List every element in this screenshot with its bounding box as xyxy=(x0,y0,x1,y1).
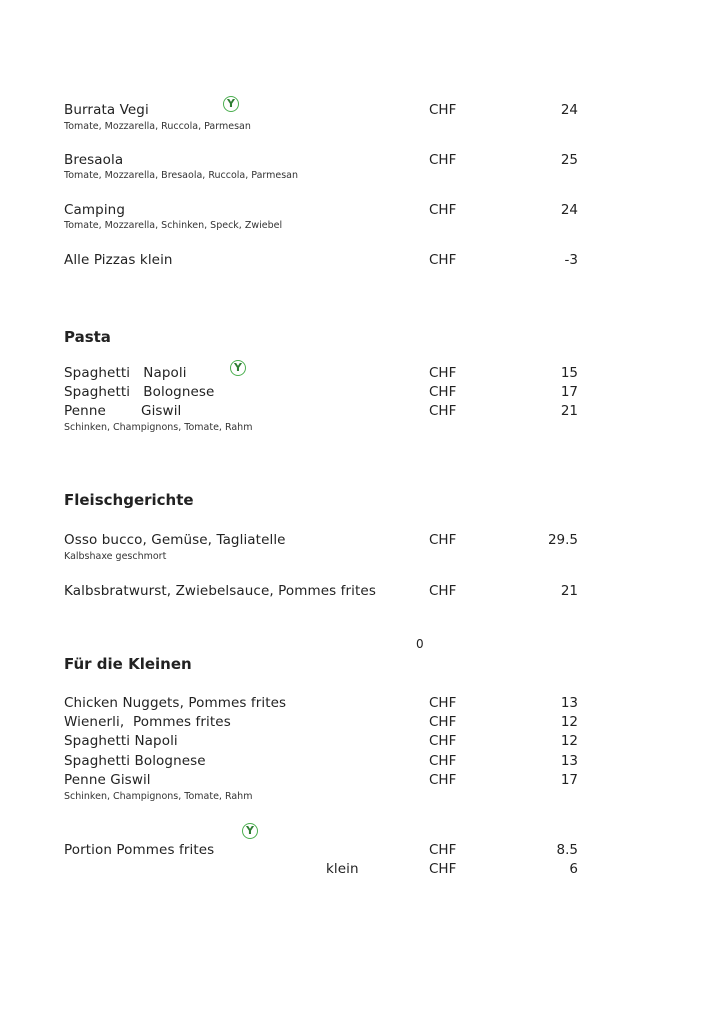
vegetarian-leaf-icon: Y xyxy=(242,823,258,839)
item-description: Tomate, Mozzarella, Bresaola, Ruccola, Parmesan xyxy=(64,170,299,181)
currency: CHF xyxy=(429,583,457,599)
price: 24 xyxy=(560,202,578,218)
vegetarian-leaf-icon: Y xyxy=(230,360,246,376)
currency: CHF xyxy=(429,202,457,218)
currency: CHF xyxy=(429,772,457,788)
currency: CHF xyxy=(429,714,457,730)
item-name: Portion Pommes frites xyxy=(64,842,215,858)
item-description: Tomate, Mozzarella, Ruccola, Parmesan xyxy=(64,121,251,132)
section-heading: Fleischgerichte xyxy=(64,491,194,509)
section-heading: Pasta xyxy=(64,328,111,346)
currency: CHF xyxy=(429,152,457,168)
price: 12 xyxy=(560,733,578,749)
price: 12 xyxy=(560,714,578,730)
item-description: Schinken, Champignons, Tomate, Rahm xyxy=(64,791,253,802)
currency: CHF xyxy=(429,403,457,419)
price: -3 xyxy=(564,252,578,268)
vegetarian-leaf-icon: Y xyxy=(223,96,239,112)
item-name: Spaghetti Napoli xyxy=(64,733,178,749)
item-name: Spaghetti Napoli xyxy=(64,365,187,381)
item-name: Camping xyxy=(64,202,125,218)
price: 25 xyxy=(560,152,578,168)
item-size-label: klein xyxy=(326,861,359,877)
price: 17 xyxy=(560,772,578,788)
price: 15 xyxy=(560,365,578,381)
item-description: Tomate, Mozzarella, Schinken, Speck, Zwiebel xyxy=(64,220,283,231)
currency: CHF xyxy=(429,384,457,400)
item-name: Wienerli, Pommes frites xyxy=(64,714,231,730)
price: 17 xyxy=(560,384,578,400)
stray-mark: 0 xyxy=(416,637,424,651)
item-description: Schinken, Champignons, Tomate, Rahm xyxy=(64,422,253,433)
price: 13 xyxy=(560,753,578,769)
currency: CHF xyxy=(429,695,457,711)
currency: CHF xyxy=(429,842,457,858)
section-heading: Für die Kleinen xyxy=(64,655,192,673)
item-name: Spaghetti Bolognese xyxy=(64,753,206,769)
price: 8.5 xyxy=(556,842,578,858)
item-name: Penne Giswil xyxy=(64,403,182,419)
item-name: Kalbsbratwurst, Zwiebelsauce, Pommes frites xyxy=(64,583,376,599)
item-name: Osso bucco, Gemüse, Tagliatelle xyxy=(64,532,286,548)
currency: CHF xyxy=(429,733,457,749)
price: 6 xyxy=(569,861,578,877)
currency: CHF xyxy=(429,252,457,268)
price: 21 xyxy=(560,583,578,599)
price: 21 xyxy=(560,403,578,419)
item-description: Kalbshaxe geschmort xyxy=(64,551,167,562)
currency: CHF xyxy=(429,532,457,548)
price: 13 xyxy=(560,695,578,711)
item-name: Alle Pizzas klein xyxy=(64,252,173,268)
item-name: Penne Giswil xyxy=(64,772,151,788)
item-name: Chicken Nuggets, Pommes frites xyxy=(64,695,287,711)
item-name: Spaghetti Bolognese xyxy=(64,384,215,400)
currency: CHF xyxy=(429,365,457,381)
item-name: Bresaola xyxy=(64,152,124,168)
currency: CHF xyxy=(429,102,457,118)
item-name: Burrata Vegi xyxy=(64,102,149,118)
price: 24 xyxy=(560,102,578,118)
price: 29.5 xyxy=(547,532,578,548)
currency: CHF xyxy=(429,861,457,877)
currency: CHF xyxy=(429,753,457,769)
